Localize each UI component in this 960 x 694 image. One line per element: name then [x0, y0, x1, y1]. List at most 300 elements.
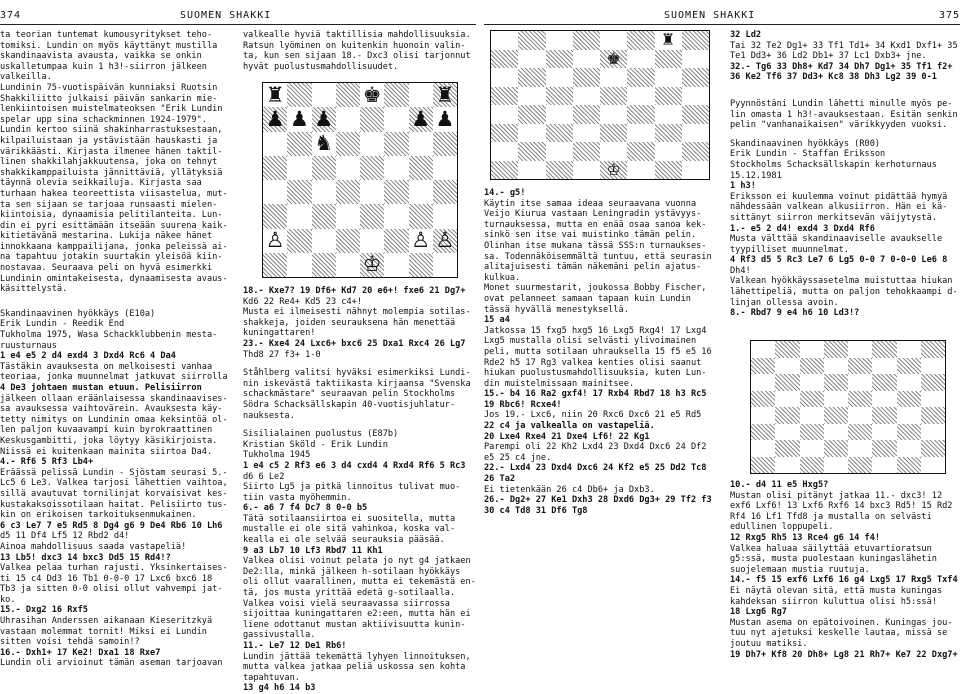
left-column-2-bottom [243, 286, 476, 694]
black-pawn-icon: ♟ [289, 106, 309, 131]
board-square [775, 391, 799, 408]
board-square [573, 31, 600, 50]
text-line: 1 h3! [730, 181, 756, 192]
board-square [384, 253, 408, 277]
board-square [409, 156, 433, 180]
text-line: 13 Lb5! dxc3 14 bxc3 Dd5 15 Rd4!? [0, 552, 171, 563]
board-square [655, 50, 682, 69]
board-square [518, 68, 545, 87]
board-square [573, 87, 600, 106]
text-line: Tätä sotilaansiirtoa ei suositella, mutta [243, 513, 456, 524]
board-square [848, 391, 872, 408]
white-king-icon: ♔ [606, 159, 621, 179]
text-line: 1 e4 e5 2 d4 exd4 3 Dxd4 Rc6 4 Da4 [0, 351, 176, 362]
text-line: 18.- Kxe7? 19 Df6+ Kd7 20 e6+! fxe6 21 Dg7+ [243, 286, 466, 296]
board-square [600, 87, 627, 106]
board-square [921, 407, 945, 424]
board-square [872, 440, 896, 457]
text-line: spelar upp sina schackminnen 1924-1979". [0, 114, 207, 125]
board-square [287, 156, 311, 180]
board-square [336, 229, 360, 253]
text-line: Lundin oli arvioinut tämän aseman tarjoavan [0, 658, 223, 669]
board-square [409, 253, 433, 277]
board-square [263, 180, 287, 204]
board-square [600, 161, 627, 180]
chess-diagram [750, 340, 946, 474]
board-square [360, 83, 384, 107]
board-square [518, 50, 545, 69]
text-line: Käytin itse samaa ideaa seuraavana vuonna [484, 198, 697, 209]
text-line: 22 c4 ja valkealla on vastapeliä. [484, 421, 655, 432]
text-line: 14.- f5 15 exf6 Lxf6 16 g4 Lxg5 17 Rxg5 Txf4 [730, 575, 958, 586]
board-square [627, 124, 654, 143]
board-square [824, 457, 848, 474]
text-line: 20 Lxe4 Rxe4 21 Dxe4 Lf6! 22 Kg1 [484, 431, 650, 442]
text-line: Södra Schacksällskapin 40-vuotisjuhlatur- [243, 399, 456, 410]
board-square [897, 391, 921, 408]
board-square [573, 68, 600, 87]
text-line: Valkea pelaa turhan rajusti. Yksinkertaises- [0, 563, 228, 574]
text-line: nin iskevästä taktiikasta kirjaansa "Svenska [243, 378, 471, 389]
text-line: Tästäkin avauksesta on melkoisesti vanhaa [0, 361, 213, 372]
text-line: 6.- a6 7 f4 Dc7 8 0-0 b5 [243, 503, 368, 514]
board-square [360, 204, 384, 228]
board-square [600, 31, 627, 50]
text-line: Musta välttää skandinaaviselle avaukselle [730, 234, 943, 245]
right-column-2-top [730, 30, 960, 319]
text-line: Ratsun lyöminen on kuitenkin huonoin valin- [243, 40, 466, 51]
board-square [627, 105, 654, 124]
board-square [263, 132, 287, 156]
text-line: d5 11 Df4 Lf5 12 Rbd2 d4! [0, 531, 130, 542]
board-square [409, 229, 433, 253]
board-square [287, 180, 311, 204]
text-line: 13 g4 h6 14 b3 [243, 683, 316, 694]
board-square [336, 83, 360, 107]
text-line: ta sen sijaan se tarjoaa runsaasti mielen- [0, 199, 218, 210]
board-square [384, 180, 408, 204]
text-line: Olinhan itse mukana tässä SSS:n turnaukses- [484, 240, 707, 251]
text-line: 4 De3 johtaen mustan etuun. Pelisiirron [0, 383, 202, 393]
board-square [409, 204, 433, 228]
text-line: Veijo Kiurua vastaan Leningradin ystävyys- [484, 209, 702, 220]
board-square [573, 50, 600, 69]
board-square [518, 161, 545, 180]
board-square [433, 253, 457, 277]
left-column-2-top [243, 30, 476, 72]
text-line: Lc5 6 Le3. Valkea tarjosi lähettien vaihtoa, [0, 478, 228, 489]
text-line: Ei tietenkään 26 c4 Db6+ ja Dxb3. [484, 484, 655, 495]
board-square [682, 68, 709, 87]
text-line: nähdessään valkean alkusiirron. Hän ei kä- [730, 202, 948, 213]
board-square [872, 374, 896, 391]
text-line: oli ollut vaarallinen, mutta ei tekemästä en- [243, 577, 476, 588]
board-square [433, 156, 457, 180]
board-square [384, 132, 408, 156]
text-line: turhaan hakea teoreettista viisastelua, mut- [0, 188, 228, 199]
board-square [312, 132, 336, 156]
page-number: 375 [938, 10, 960, 21]
text-line: sittänyt siirron merkitsevän väijytystä. [730, 212, 937, 223]
board-square [600, 68, 627, 87]
text-line: Stockholms Schacksällskapin kerhoturnaus [730, 159, 937, 170]
black-king-icon: ♚ [362, 82, 382, 107]
text-line: Valkea haluaa säilyttää etuvartioratsun [730, 543, 932, 554]
board-square [751, 457, 775, 474]
board-square [655, 31, 682, 50]
text-line: värikkäästi. Kirjasta ilmenee hänen taktil- [0, 146, 223, 157]
text-line: Lxg5 mustalla olisi selvästi ylivoimainen [484, 336, 697, 347]
text-line: joutuu matiksi. [730, 638, 808, 649]
running-title: SUOMEN SHAKKI [664, 10, 756, 21]
board-square [627, 68, 654, 87]
text-line: Niissä ei kuitenkaan mainita siirtoa Da4. [0, 446, 213, 457]
text-line [730, 91, 960, 99]
text-line: kilpailuistaan ja ystävistään hauskasti ja [0, 135, 218, 146]
board-square [751, 341, 775, 358]
black-pawn-icon: ♟ [265, 106, 285, 131]
board-square [682, 105, 709, 124]
text-line: 1 e4 c5 2 Rf3 e6 3 d4 cxd4 4 Rxd4 Rf6 5 Rc3 [243, 460, 466, 471]
black-king-icon: ♚ [606, 48, 621, 68]
text-line: lin omasta 1 h3!-avauksestaan. Esitän senkin [730, 109, 958, 120]
text-line: mutta valkea jatkaa peliä uskossa sen kohta [243, 662, 466, 673]
board-square [872, 457, 896, 474]
board-square [384, 107, 408, 131]
text-line: lenkiintoisen muistelmateoksen "Erik Lundin [0, 104, 223, 115]
board-square [921, 391, 945, 408]
board-square [491, 31, 518, 50]
text-line: Erik Lundin - Staffan Eriksson [730, 149, 886, 160]
text-line: 14.- g5! [484, 188, 526, 198]
text-line: Uhrasihan Anderssen aikanaan Kieseritzkyä [0, 616, 213, 627]
text-line: Erik Lundin - Reedik End [0, 319, 125, 330]
text-line: 9 a3 Lb7 10 Lf3 Rbd7 11 Kh1 [243, 545, 383, 556]
text-line: Skandinaavinen hyökkäys (R00) [730, 138, 881, 149]
text-line: sa avauksessa vaihtovärein. Avauksesta käy- [0, 404, 223, 415]
white-pawn-icon: ♙ [435, 228, 455, 253]
text-line: Kd6 22 Re4+ Kd5 23 c4+! [243, 296, 362, 307]
text-line: shakkeja, joiden seurauksena hän menettää [243, 317, 456, 328]
board-square [312, 83, 336, 107]
text-line: Skandinaavinen hyökkäys (E10a) [0, 308, 156, 319]
text-line: innokkaana kamppailijana, jonka peleissä ai- [0, 241, 228, 252]
text-line: tä, jos musta yrittää edetä g-sotilaalla. [243, 588, 456, 599]
text-line: kustakaksoissotilaan haitat. Pelisiirto tus- [0, 499, 228, 510]
board-square [573, 161, 600, 180]
board-square [312, 156, 336, 180]
text-line: 30 c4 Td8 31 Df6 Tg8 [484, 505, 588, 516]
chess-diagram [490, 30, 710, 180]
board-square [573, 105, 600, 124]
board-square [848, 358, 872, 375]
board-square [360, 156, 384, 180]
board-square [897, 440, 921, 457]
text-line: Mustan olisi pitänyt jatkaa 11.- dxc3! 12 [730, 490, 943, 501]
board-square [409, 107, 433, 131]
text-line: kiintoisia, dynaamisia pelitilanteita. Lun- [0, 210, 223, 221]
text-line: Lundinin 75-vuotispäivän kunniaksi Ruotsin [0, 82, 218, 93]
text-line: 11.- Le7 12 De1 Rb6! [243, 641, 347, 651]
board-square [897, 374, 921, 391]
text-line: tyypilliset muunnelmat. [730, 244, 849, 255]
text-line: Jos 19.- Lxc6, niin 20 Rxc6 Dxc6 21 e5 Rd5 [484, 410, 702, 421]
board-square [897, 424, 921, 441]
text-line: tässä hyvällä menestyksellä. [484, 304, 629, 315]
text-line: liene odottanut mustan aktiivisuutta kunin- [243, 619, 466, 630]
board-square [287, 253, 311, 277]
board-square [775, 358, 799, 375]
text-line: ta, kun sen sijaan 18.- Dxc3 olisi tarjonnut [243, 51, 471, 62]
board-square [518, 142, 545, 161]
board-square [848, 424, 872, 441]
board-square [627, 31, 654, 50]
board-square [360, 253, 384, 277]
text-line: shakkikamppailuista jännittäviä, yllätyksiä [0, 167, 223, 178]
text-line: na tapahtuu jotakin suurtakin yleisöä kiin- [0, 252, 223, 263]
board-square [433, 180, 457, 204]
text-line: 8.- Rbd7 9 e4 h6 10 Ld3!? [730, 308, 860, 319]
board-square [600, 105, 627, 124]
text-line: hyvät puolustusmahdollisuudet. [243, 61, 399, 72]
text-line: mustalle ei ole sitä vahinkoa, koska val- [243, 524, 456, 535]
left-page [0, 0, 476, 694]
board-square [800, 391, 824, 408]
text-line: tuu nyt ajetuksi keskelle lautaa, missä se [730, 628, 948, 639]
board-square [655, 87, 682, 106]
board-square [433, 204, 457, 228]
text-line: vastaan molemmat tornit! Miksi ei Lundin [0, 626, 207, 637]
text-line: 23.- Kxe4 24 Lxc6+ bxc6 25 Dxa1 Rxc4 26 Lg7 [243, 338, 466, 349]
board-square [655, 68, 682, 87]
text-line: sitten voisi tehdä samoin!? [0, 637, 140, 648]
text-line: Lundinin omintakeisesta, dynaamisesta avaus- [0, 273, 228, 284]
board-square [824, 407, 848, 424]
board-square [775, 341, 799, 358]
text-line: 36 Ke2 Tf6 37 Dd3+ Kc8 38 Dh3 Lg2 39 0-1 [730, 72, 937, 83]
text-line: sillä avautuvat tornilinjat korvaisivat kes- [0, 488, 228, 499]
board-square [518, 87, 545, 106]
board-square [775, 374, 799, 391]
board-square [433, 83, 457, 107]
board-square [872, 391, 896, 408]
board-square [751, 358, 775, 375]
board-square [336, 204, 360, 228]
text-line: Valkea olisi voinut pelata jo nyt g4 jatkaen [243, 556, 471, 567]
board-square [546, 105, 573, 124]
text-line: gassivustalla. [243, 630, 316, 641]
board-square [897, 407, 921, 424]
board-square [872, 358, 896, 375]
board-square [546, 68, 573, 87]
text-line: suojelemaan mustia ruutuja. [730, 564, 870, 575]
board-square [491, 50, 518, 69]
black-rook-icon: ♜ [265, 82, 285, 107]
board-square [263, 156, 287, 180]
board-square [872, 407, 896, 424]
board-square [600, 124, 627, 143]
text-line: 16.- Dxh1+ 17 Ke2! Dxa1 18 Rxe7 [0, 647, 161, 658]
board-square [263, 204, 287, 228]
text-line: Lundin kertoo siinä shakinharrastuksestaan, [0, 125, 223, 136]
text-line: 15 a4 [484, 315, 510, 326]
board-square [336, 180, 360, 204]
board-square [287, 204, 311, 228]
right-column-1 [484, 188, 722, 516]
board-square [433, 132, 457, 156]
text-line: 26 Ta2 [484, 474, 516, 485]
text-line: 4 Rf3 d5 5 Rc3 Le7 6 Lg5 0-0 7 0-0-0 Le6 8 [730, 255, 948, 266]
text-line: 10.- d4 11 e5 Hxg5? [730, 480, 829, 490]
board-square [518, 124, 545, 143]
text-line: pelin "vanhanaikaisen" värikkyyden vuoksi. [730, 120, 948, 131]
board-square [409, 132, 433, 156]
board-square [287, 83, 311, 107]
board-square [682, 31, 709, 50]
board-square [600, 50, 627, 69]
text-line: ko. [0, 594, 16, 605]
text-line: Jatkossa 15 fxg5 hxg5 16 Lxg5 Rxg4! 17 Lxg4 [484, 325, 707, 336]
board-square [682, 50, 709, 69]
board-square [433, 107, 457, 131]
board-square [800, 440, 824, 457]
text-line: peli, mutta sotilaan uhrauksella 15 f5 e5 16 [484, 346, 712, 357]
board-square [433, 229, 457, 253]
text-line: Rde2 h5 17 Rg3 valkea kenties olisi saanut [484, 357, 702, 368]
text-line: käsittelystä. [0, 284, 68, 295]
board-square [824, 440, 848, 457]
text-line: Thd8 27 f3+ 1-0 [243, 349, 321, 360]
text-line: skandinaavista avausta, vaikka se onkin [0, 51, 202, 62]
board-square [384, 83, 408, 107]
right-header [484, 8, 960, 26]
text-line: kin on erikoisen tarkoituksenmukainen. [0, 510, 197, 521]
board-square [518, 105, 545, 124]
board-square [336, 107, 360, 131]
board-square [921, 341, 945, 358]
board-square [546, 124, 573, 143]
black-pawn-icon: ♟ [314, 106, 334, 131]
board-square [384, 156, 408, 180]
text-line: len paljon kuvaavampi kuin byrokraattinen [0, 425, 213, 436]
text-line: uskalletumpaa kuin 1 h3!-siirron jälkeen [0, 61, 207, 72]
text-line: Dh4! [730, 265, 751, 276]
text-line: Valkea voisi vielä seuraavassa siirrossa [243, 598, 450, 609]
text-line: Ståhlberg valitsi hyväksi esimerkiksi Lundi- [243, 368, 471, 379]
text-line: Pyynnöstäni Lundin lähetti minulle myös pe- [730, 98, 953, 109]
board-square [546, 161, 573, 180]
text-line: Siirto Lg5 ja pitkä linnoitus tulivat muo- [243, 482, 461, 493]
board-square [848, 341, 872, 358]
text-line: tomiksi. Lundin on myös käyttänyt mustilla [0, 40, 218, 51]
text-line: teoriaa, jonka muunnelmat jatkuvat siirrolla [0, 372, 228, 383]
board-square [312, 107, 336, 131]
text-line: 15.- b4 16 Ra2 gxf4! 17 Rxb4 Rbd7 18 h3 Rc5 [484, 389, 707, 400]
text-line: Monet suurmestarit, joukossa Bobby Fischer, [484, 283, 707, 294]
board-square [546, 87, 573, 106]
black-pawn-icon: ♟ [411, 106, 431, 131]
board-square [573, 142, 600, 161]
board-square [491, 87, 518, 106]
board-square [360, 229, 384, 253]
text-line: 18 Lxg6 Rg7 [730, 607, 787, 618]
text-line: din muistelmissaan mainitsee. [484, 378, 635, 389]
board-square [848, 457, 872, 474]
text-line: kitietävänä mestarina. Lukija näkee hänet [0, 231, 213, 242]
board-square [546, 31, 573, 50]
board-square [287, 132, 311, 156]
white-pawn-icon: ♙ [265, 228, 285, 253]
board-square [800, 358, 824, 375]
text-line: Mustan asema on epätoivoinen. Kuningas jou- [730, 617, 953, 628]
board-square [360, 132, 384, 156]
text-line: 32 Ld2 [730, 30, 762, 40]
board-square [921, 374, 945, 391]
text-line: Valkean hyökkäyssasetelma muistuttaa hiukan [730, 276, 953, 287]
board-square [655, 161, 682, 180]
text-line: 12 Rxg5 Rh5 13 Rce4 g6 14 f4! [730, 532, 881, 543]
text-line: edullinen loppupeli. [730, 522, 834, 533]
board-square [751, 440, 775, 457]
text-line: ta teorian tuntemat kumousyritykset teho- [0, 30, 213, 40]
text-line: exf6 Lxf6! 13 Lxf6 Rxf6 14 bxc3 Rd5! 15 Rd2 [730, 501, 953, 512]
board-square [491, 124, 518, 143]
board-square [800, 341, 824, 358]
board-square [360, 107, 384, 131]
text-line: Parempi oli 22 Kh2 Lxd4 23 Dxd4 Dxc6 24 Df2 [484, 442, 707, 453]
board-square [921, 457, 945, 474]
board-square [921, 424, 945, 441]
text-line: 19 Rbc6! Rcxe4! [484, 399, 562, 410]
board-square [800, 457, 824, 474]
board-square [627, 87, 654, 106]
black-knight-icon: ♞ [314, 131, 334, 156]
text-line: täynnä olevia seikkailuja. Kirjasta saa [0, 178, 202, 189]
text-line: kuningattaren! [243, 328, 316, 339]
text-line [730, 131, 960, 139]
text-line: nostavaa. Seuraava peli on hyvä esimerkki [0, 263, 213, 274]
board-square [897, 457, 921, 474]
left-column-1 [0, 30, 235, 669]
text-line: Sisilialainen puolustus (E87b) [243, 429, 399, 440]
board-square [384, 204, 408, 228]
board-square [921, 358, 945, 375]
page-number: 374 [0, 10, 22, 21]
board-square [263, 253, 287, 277]
text-line: Eräässä pelissä Lundin - Sjöstam seurasi 5.- [0, 467, 228, 478]
text-line: tetty nimitys on Lundinin omaa keksintöä ol- [0, 414, 228, 425]
board-square [751, 424, 775, 441]
chess-diagram [262, 82, 458, 278]
text-line: 15.12.1981 [730, 170, 782, 181]
board-square [491, 161, 518, 180]
text-line: kahdeksan siirron kuluttua olisi h5:ssä! [730, 596, 937, 607]
board-square [824, 391, 848, 408]
board-square [800, 374, 824, 391]
text-line: din ei pyri esittämään itseään suurena kaik- [0, 220, 228, 231]
text-line: nauksesta. [243, 410, 295, 421]
text-line: kealla ei ole selvää seurauksia pääsää. [243, 535, 445, 546]
text-line: linjan ollessa avoin. [730, 297, 839, 308]
board-square [409, 83, 433, 107]
text-line: sa. Todennäköisemmältä tuntuu, että seurasin [484, 251, 712, 262]
board-square [491, 105, 518, 124]
board-square [682, 87, 709, 106]
right-page [484, 0, 960, 687]
right-column-2-bottom [730, 480, 960, 660]
board-square [751, 374, 775, 391]
board-square [655, 142, 682, 161]
